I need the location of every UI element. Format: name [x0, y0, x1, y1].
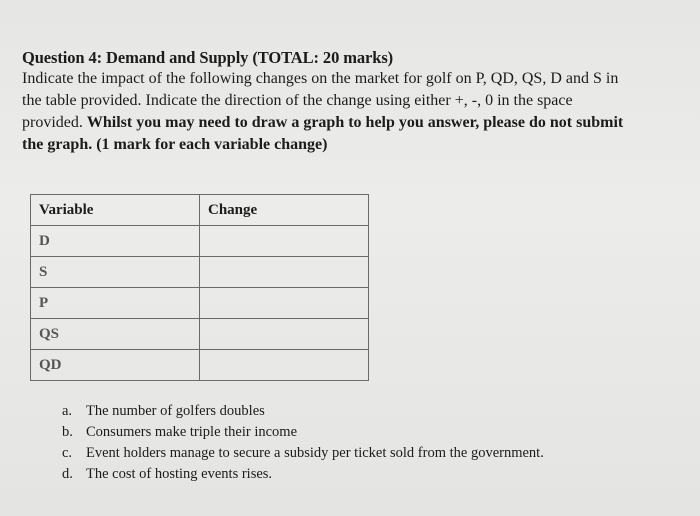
question-instructions	[22, 68, 632, 156]
table-row	[31, 257, 369, 288]
change-cell[interactable]	[200, 257, 369, 288]
list-item	[62, 422, 544, 443]
list-text: The cost of hosting events rises.	[86, 466, 273, 482]
header-variable: Variable	[31, 195, 200, 226]
table-row	[31, 319, 369, 350]
list-item	[62, 464, 544, 485]
change-cell[interactable]	[200, 226, 369, 257]
variable-cell: S	[31, 257, 200, 288]
table-row	[31, 288, 369, 319]
list-marker: c.	[62, 445, 73, 461]
answer-table	[30, 194, 369, 381]
list-text: Event holders manage to secure a subsidy per ticket sold from the government.	[86, 445, 544, 461]
variable-cell: QD	[31, 350, 200, 381]
variable-cell: QS	[31, 319, 200, 350]
list-marker: d.	[62, 466, 73, 482]
list-text: Consumers make triple their income	[86, 424, 298, 440]
list-item	[62, 401, 544, 422]
change-cell[interactable]	[200, 350, 369, 381]
table-header-row	[31, 195, 369, 226]
change-cell[interactable]	[200, 319, 369, 350]
instructions-bold: Whilst you may need to draw a graph to help you answer, please do not submit the graph. (1 mark for each variable change)	[22, 114, 624, 153]
list-text: The number of golfers doubles	[86, 403, 265, 419]
question-title: Question 4: Demand and Supply (TOTAL: 20 marks)	[22, 48, 394, 67]
variable-cell: D	[31, 226, 200, 257]
header-change: Change	[200, 195, 369, 226]
table-row	[31, 226, 369, 257]
list-marker: b.	[62, 424, 73, 440]
variable-cell: P	[31, 288, 200, 319]
change-cell[interactable]	[200, 288, 369, 319]
instructions-plain: Indicate the impact of the following changes on the market for golf on P, QD, QS, D and S in the table provided. Indicate the direction of the change using either +, -, 0 in the space provided.	[22, 70, 619, 131]
list-item	[62, 443, 544, 464]
list-marker: a.	[62, 403, 73, 419]
table-row	[31, 350, 369, 381]
changes-list	[62, 401, 544, 485]
